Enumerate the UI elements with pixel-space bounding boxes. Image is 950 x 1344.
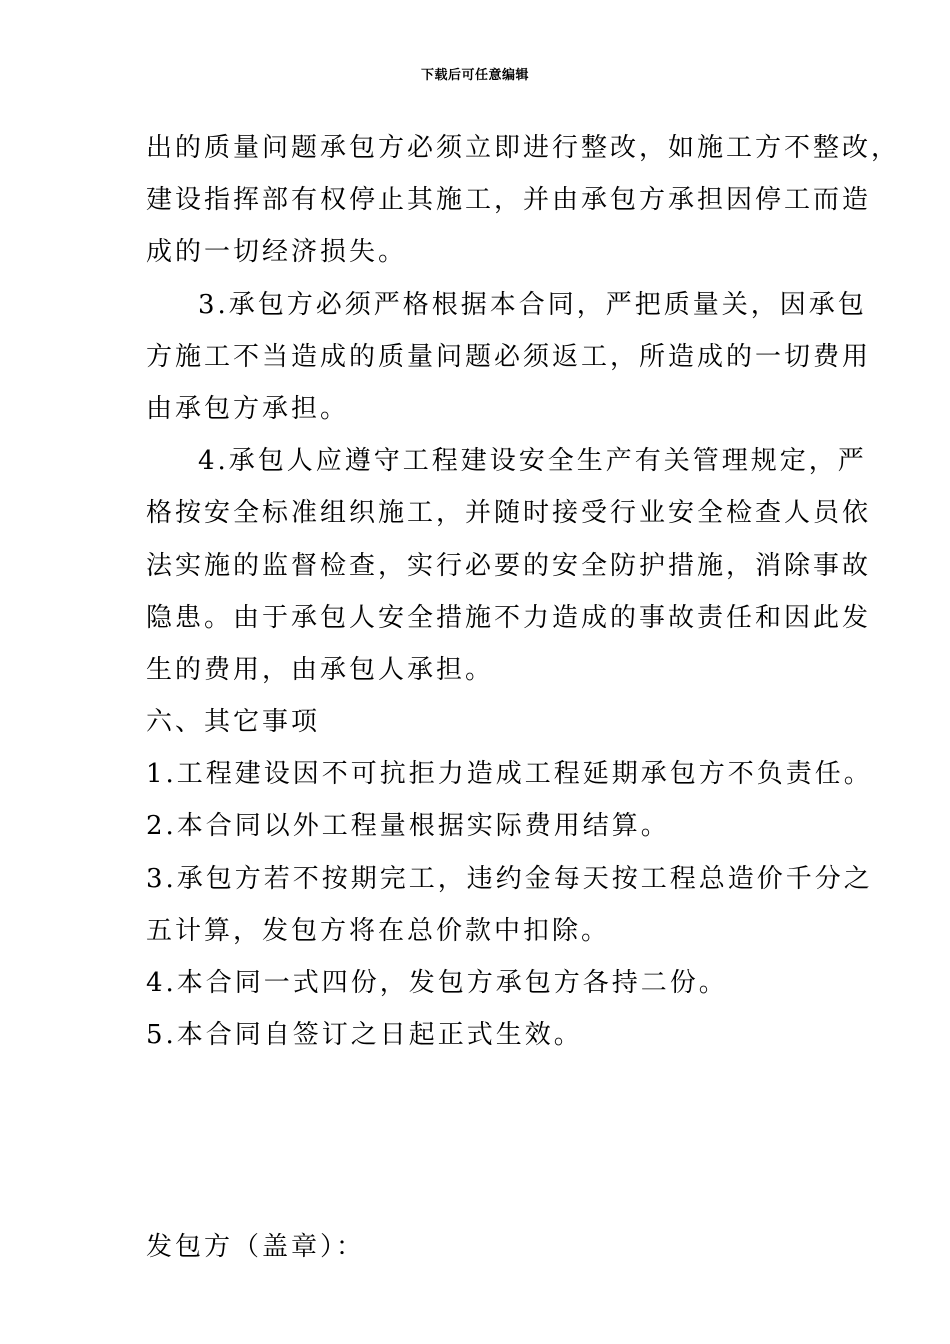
- paragraph-line: 格按安全标准组织施工，并随时接受行业安全检查人员依: [146, 498, 872, 529]
- list-item: 3.承包方若不按期完工，违约金每天按工程总造价千分之: [146, 863, 873, 894]
- paragraph-line: 成的一切经济损失。: [146, 237, 408, 268]
- paragraph-line: 建设指挥部有权停止其施工，并由承包方承担因停工而造: [146, 185, 872, 216]
- clause-3-line: 3.承包方必须严格根据本合同，严把质量关，因承包: [198, 289, 867, 320]
- paragraph-line: 由承包方承担。: [146, 393, 350, 424]
- list-item: 4.本合同一式四份，发包方承包方各持二份。: [146, 968, 728, 998]
- paragraph-line: 生的费用，由承包人承担。: [146, 654, 495, 685]
- list-item: 2.本合同以外工程量根据实际费用结算。: [146, 811, 670, 842]
- spacer: [146, 1061, 816, 1221]
- list-item-continuation: 五计算，发包方将在总价款中扣除。: [146, 915, 611, 946]
- paragraph-line: 出的质量问题承包方必须立即进行整改，如施工方不整改，: [146, 133, 901, 163]
- paragraph-line: 隐患。由于承包人安全措施不力造成的事故责任和因此发: [146, 602, 872, 633]
- page-header-note: 下载后可任意编辑: [420, 68, 529, 83]
- list-item: 1.工程建设因不可抗拒力造成工程延期承包方不负责任。: [146, 759, 873, 790]
- paragraph-line: 方施工不当造成的质量问题必须返工，所造成的一切费用: [146, 341, 872, 372]
- clause-4-line: 4.承包人应遵守工程建设安全生产有关管理规定，严: [198, 446, 867, 477]
- section-heading: 六、其它事项: [146, 707, 321, 738]
- signature-label: 发包方（盖章）：: [146, 1232, 366, 1263]
- list-item: 5.本合同自签订之日起正式生效。: [146, 1020, 583, 1051]
- document-body: [146, 122, 901, 1274]
- paragraph-line: 法实施的监督检查，实行必要的安全防护措施，消除事故: [146, 550, 872, 581]
